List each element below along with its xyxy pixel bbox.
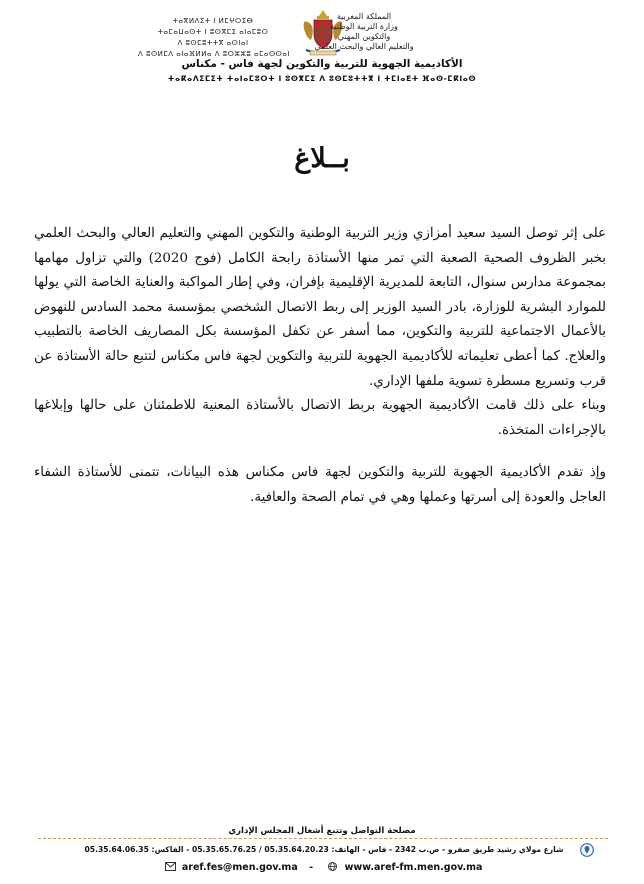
body-paragraph: وبناء على ذلك قامت الأكاديمية الجهوية بربط الاتصال بالأستاذة المعنية للاطمئنان على حالها وإبلاغها بالإجراءات المتخذة. <box>34 398 606 438</box>
footer-divider <box>38 838 608 839</box>
header-arabic-line: وزارة التربية الوطنية <box>330 22 398 31</box>
document-body <box>34 222 606 511</box>
academy-name-arabic: الأكاديمية الجهوية للتربية والتكوين لجهة فاس - مكناس <box>181 58 463 70</box>
footer-website[interactable]: www.aref-fm.men.gov.ma <box>344 862 483 873</box>
header-tifinagh-line: ⴷ ⵓⵙⵍⵎⴷ ⴰⵏⴰⴼⵍⵍⴰ ⴷ ⵓⵔⵣⵣⵓ ⴰⵎⴰⵙⵙⴰⵏ <box>138 50 290 58</box>
academy-name-tifinagh: ⵜⴰⴽⴰⴷⵉⵎⵉⵜ ⵜⴰⵏⴰⵎⵓⵔⵜ ⵏ ⵓⵙⴳⵎⵉ ⴷ ⵓⵙⵎⵓⵜⵜⴳ ⵏ ⵜⵎⵏⴰⴹⵜ ⴼⴰⵙ-ⵎⴽⵏⴰⵙ <box>167 74 477 83</box>
header-tifinagh-block <box>138 16 288 60</box>
header-tifinagh-line: ⴷ ⵓⵙⵎⵓⵜⵜⴳ ⴰⵙⵏⴰⵏ <box>177 39 249 47</box>
document-title: بــلاغ <box>294 143 350 174</box>
footer-email[interactable]: aref.fes@men.gov.ma <box>181 862 298 873</box>
footer-contact: aref.fes@men.gov.ma - www.aref-fm.men.gov.ma <box>0 862 644 873</box>
email-icon <box>165 862 176 871</box>
body-paragraph: وإذ تقدم الأكاديمية الجهوية للتربية والتكوين لجهة فاس مكناس هذه البيانات، تتمنى للأستاذة الشفاء العاجل والعودة إلى أسرتها وعملها وهي في تمام الصحة والعافية. <box>34 465 606 505</box>
header-arabic-line: والتكوين المهني <box>337 32 391 41</box>
header-arabic-block <box>289 12 439 52</box>
header-arabic-line: والتعليم العالي والبحث العلمي <box>314 42 414 51</box>
header-tifinagh-line: ⵜⴰⴳⵍⴷⵉⵜ ⵏ ⵍⵎⵖⵔⵉⴱ <box>172 17 254 25</box>
header-tifinagh-line: ⵜⴰⵎⴰⵡⴰⵙⵜ ⵏ ⵓⵙⴳⵎⵉ ⴰⵏⴰⵎⵓⵔ <box>157 28 269 36</box>
footer-address: شارع مولاي رشيد طريق صفرو - ص.ب 2342 - فاس - الهاتف: 05.35.64.20.23 / 05.35.65.76.25 - الفاكس: 05.35.64.06.35 <box>84 845 564 854</box>
footer-department: مصلحة التواصل وتتبع أشغال المجلس الإداري <box>228 826 416 836</box>
header-arabic-line: المملكة المغربية <box>336 12 392 21</box>
globe-icon <box>327 862 338 871</box>
body-paragraph: على إثر توصل السيد سعيد أمزازي وزير التربية الوطنية والتكوين المهني والتعليم العالي والبحث العلمي بخبر الظروف الصحية الصعبة التي تمر منها الأستاذة رابحة الكامل (فوج 2020) والتي تزاول مهامها بمجموعة مدارس سنوال، التابعة للمديرية الإقليمية بإفران، وفي إطار المواكبة والعناية الخاصة التي يولها للموارد البشرية للوزارة، بادر السيد الوزير إلى ربط الاتصال الشخصي بمؤسسة محمد السادس للنهوض بالأعمال الاجتماعية للتربية والتكوين، مما أسفر عن تكفل المؤسسة بكل المصاريف الخاصة بالتطبيب والعلاج. كما أعطى تعليماته للأكاديمية الجهوية للتربية والتكوين لجهة فاس مكناس لتتبع حالة الأستاذة عن قرب وتسريع مسطرة تسوية ملفها الإداري. <box>34 226 606 389</box>
